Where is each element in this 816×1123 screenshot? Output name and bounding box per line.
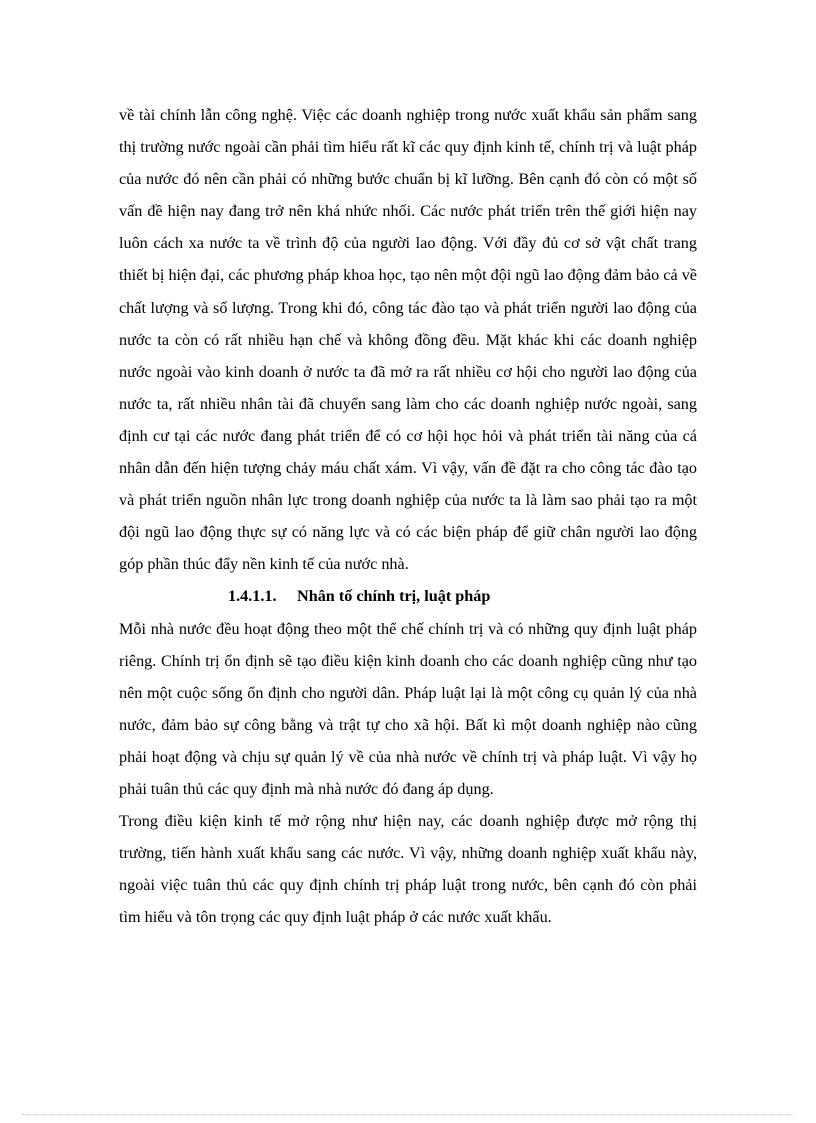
paragraph-politics-law: Mỗi nhà nước đều hoạt động theo một thể chế chính trị và có những quy định luật pháp riêng. Chính trị ổn định sẽ tạo điều kiện kinh doanh cho các doanh nghiệp cũng như tạo nên một cuộc sống ổn định cho người dân. Pháp luật lại là một công cụ quản lý của nhà nước, đảm bảo sự công bằng và trật tự cho xã hội. Bất kì một doanh nghiệp nào cũng phải hoạt động và chịu sự quản lý về của nhà nước về chính trị và pháp luật. Vì vậy họ phải tuân thủ các quy định mà nhà nước đó đang áp dụng. xyxy=(119,619,697,798)
section-heading xyxy=(119,580,697,612)
section-number: 1.4.1.1. xyxy=(228,587,277,606)
page-bottom-divider xyxy=(22,1114,794,1115)
document-body xyxy=(119,99,697,933)
paragraph-export-context: Trong điều kiện kinh tế mở rộng như hiện nay, các doanh nghiệp được mở rộng thị trường, tiến hành xuất khẩu sang các nước. Vì vậy, những doanh nghiệp xuất khẩu này, ngoài việc tuân thủ các quy định chính trị pháp luật trong nước, bên cạnh đó còn phải tìm hiểu và tôn trọng các quy định luật pháp ở các nước xuất khẩu. xyxy=(119,812,697,927)
paragraph-intro: về tài chính lẫn công nghệ. Việc các doanh nghiệp trong nước xuất khẩu sản phẩm sang thị trường nước ngoài cần phải tìm hiểu rất kĩ các quy định kinh tế, chính trị và luật pháp của nước đó nên cần phải có những bước chuẩn bị kĩ lưỡng. Bên cạnh đó còn có một số vấn đề hiện nay đang trở nên khá nhức nhối. Các nước phát triển trên thế giới hiện nay luôn cách xa nước ta về trình độ của người lao động. Với đầy đủ cơ sở vật chất trang thiết bị hiện đại, các phương pháp khoa học, tạo nên một đội ngũ lao động đảm bảo cả về chất lượng và số lượng. Trong khi đó, công tác đào tạo và phát triển người lao động của nước ta còn có rất nhiều hạn chế và không đồng đều. Mặt khác khi các doanh nghiệp nước ngoài vào kinh doanh ở nước ta đã mở ra rất nhiều cơ hội cho người lao động của nước ta, rất nhiều nhân tài đã chuyển sang làm cho các doanh nghiệp nước ngoài, sang định cư tại các nước đang phát triển để có cơ hội học hỏi và phát triển tài năng của cá nhân dẫn đến hiện tượng chảy máu chất xám. Vì vậy, vấn đề đặt ra cho công tác đào tạo và phát triển nguồn nhân lực trong doanh nghiệp của nước ta là làm sao phải tạo ra một đội ngũ lao động thực sự có năng lực và có các biện pháp để giữ chân người lao động góp phần thúc đẩy nền kinh tế của nước nhà. xyxy=(119,106,697,574)
section-title: Nhân tố chính trị, luật pháp xyxy=(297,587,491,606)
